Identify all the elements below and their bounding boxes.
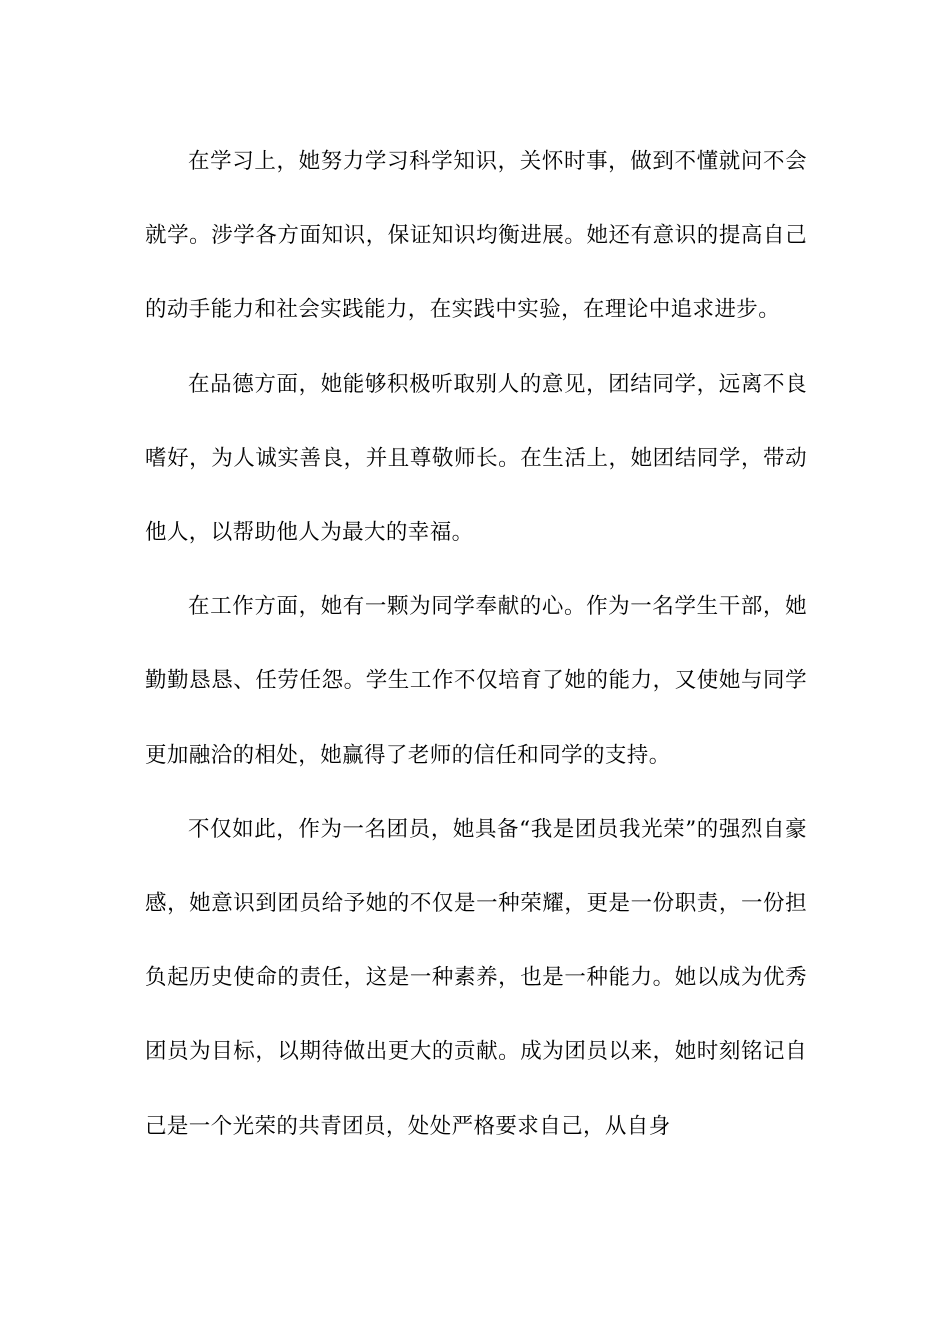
document-body [145, 125, 807, 1164]
paragraph-work: 在工作方面，她有一颗为同学奉献的心。作为一名学生干部，她勤勤恳恳、任劳任怨。学生工作不仅培育了她的能力，又使她与同学更加融洽的相处，她赢得了老师的信任和同学的支持。 [145, 594, 807, 768]
paragraph-study: 在学习上，她努力学习科学知识，关怀时事，做到不懂就问不会就学。涉学各方面知识，保证知识均衡进展。她还有意识的提高自己的动手能力和社会实践能力，在实践中实验，在理论中追求进步。 [145, 149, 807, 323]
paragraph-league-member: 不仅如此，作为一名团员，她具备“我是团员我光荣”的强烈自豪感，她意识到团员给予她的不仅是一种荣耀，更是一份职责，一份担负起历史使命的责任，这是一种素养，也是一种能力。她以成为优秀团员为目标，以期待做出更大的贡献。成为团员以来，她时刻铭记自己是一个光荣的共青团员，处处严格要求自己，从自身 [145, 816, 807, 1139]
paragraph-morality: 在品德方面，她能够积极听取别人的意见，团结同学，远离不良嗜好，为人诚实善良，并且尊敬师长。在生活上，她团结同学，带动他人，以帮助他人为最大的幸福。 [145, 371, 807, 546]
